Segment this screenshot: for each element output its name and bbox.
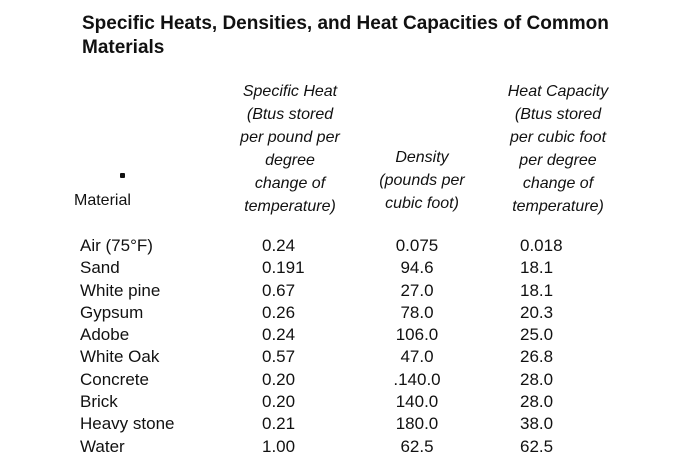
table-row <box>0 235 700 257</box>
heat-capacity-cell: 26.8 <box>520 347 554 367</box>
table-row <box>0 436 700 458</box>
material-header: Material <box>74 192 131 209</box>
specific-heat-header: Specific Heat (Btus stored per pound per degree change of temperature) <box>240 83 340 215</box>
heat-capacity-cell: 38.0 <box>520 414 554 434</box>
table-body <box>0 235 700 458</box>
material-cell: Air (75°F) <box>80 236 153 255</box>
heat-capacity-cell: 62.5 <box>520 436 554 456</box>
specific-heat-cell: 0.191 <box>262 258 305 278</box>
table-row <box>0 391 700 413</box>
heat-capacity-cell: 25.0 <box>520 325 554 345</box>
density-cell: 62.5 <box>400 436 434 456</box>
material-cell: Concrete <box>80 369 149 389</box>
table-row <box>0 280 700 302</box>
heat-capacity-cell: 28.0 <box>520 392 554 412</box>
table-row <box>0 302 700 324</box>
density-cell: .140.0 <box>393 369 441 389</box>
material-cell: Water <box>80 436 125 456</box>
density-cell: 180.0 <box>395 414 439 434</box>
material-cell: Gypsum <box>80 302 144 322</box>
table-row <box>0 369 700 391</box>
table-title: Specific Heats, Densities, and Heat Capacities of Common Materials <box>82 13 609 58</box>
material-cell: Sand <box>80 258 120 278</box>
density-header: Density (pounds per cubic foot) <box>379 149 465 212</box>
specific-heat-cell: 0.21 <box>262 414 296 434</box>
table-row <box>0 346 700 368</box>
specific-heat-cell: 0.67 <box>262 280 296 300</box>
density-cell: 78.0 <box>400 302 434 322</box>
specific-heat-cell: 1.00 <box>262 436 296 456</box>
material-cell: Heavy stone <box>80 414 175 434</box>
density-cell: 0.075 <box>395 236 439 255</box>
heat-capacity-header: Heat Capacity (Btus stored per cubic foot per degree change of temperature) <box>507 83 609 215</box>
density-cell: 27.0 <box>400 280 434 300</box>
specific-heat-cell: 0.24 <box>262 325 296 345</box>
density-cell: 94.6 <box>400 258 434 278</box>
specific-heat-cell: 0.24 <box>262 236 296 255</box>
table-row <box>0 324 700 346</box>
specific-heat-cell: 0.26 <box>262 302 296 322</box>
table-row <box>0 257 700 279</box>
bullet-dot <box>120 173 125 178</box>
material-cell: Adobe <box>80 325 130 345</box>
specific-heat-cell: 0.20 <box>262 369 296 389</box>
heat-capacity-cell: 20.3 <box>520 302 554 322</box>
density-cell: 140.0 <box>395 392 439 412</box>
material-cell: White pine <box>80 280 161 300</box>
material-cell: White Oak <box>80 347 160 367</box>
density-cell: 106.0 <box>395 325 439 345</box>
specific-heat-cell: 0.57 <box>262 347 296 367</box>
material-cell: Brick <box>80 392 118 412</box>
heat-capacity-cell: 18.1 <box>520 280 554 300</box>
heat-capacity-cell: 18.1 <box>520 258 554 278</box>
table-row <box>0 413 700 435</box>
density-cell: 47.0 <box>400 347 434 367</box>
heat-capacity-cell: 0.018 <box>520 236 563 255</box>
heat-capacity-cell: 28.0 <box>520 369 554 389</box>
specific-heat-cell: 0.20 <box>262 392 296 412</box>
